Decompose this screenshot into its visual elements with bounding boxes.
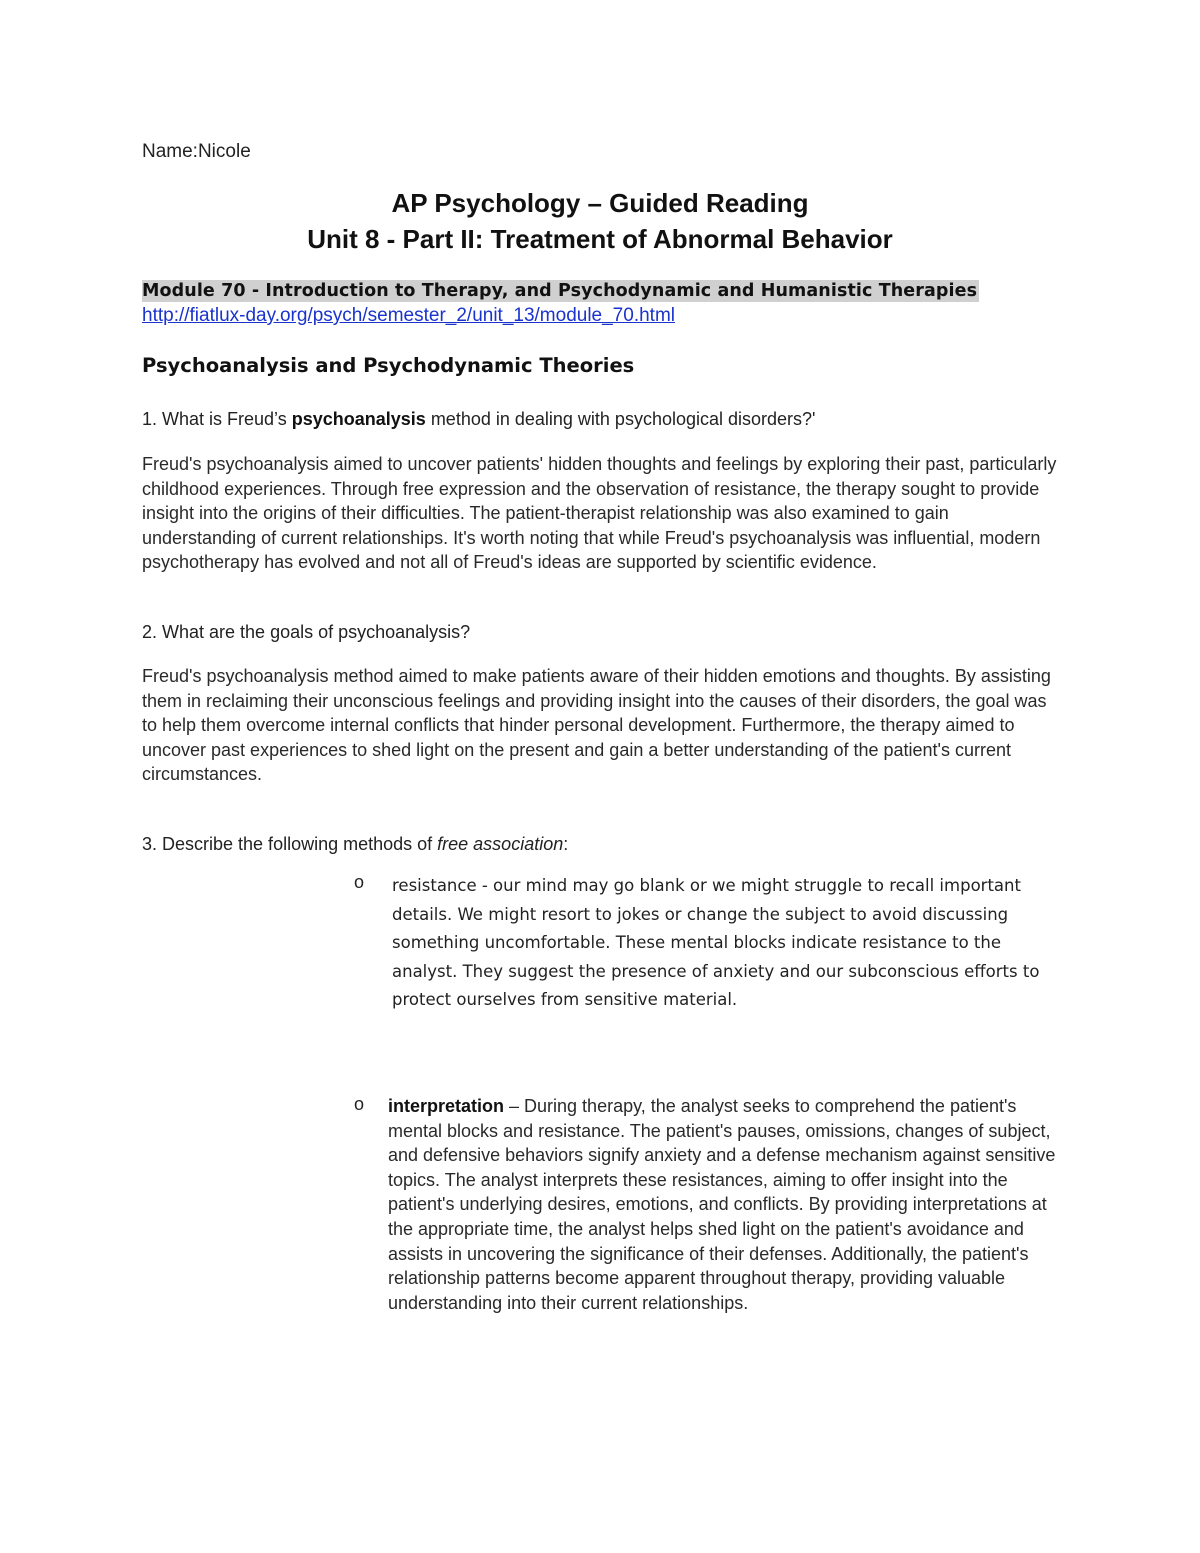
question-1-suffix: method in dealing with psychological disorders?' [425, 409, 816, 429]
document-title [0, 185, 1200, 257]
section-heading: Psychoanalysis and Psychodynamic Theories [142, 354, 635, 377]
answer-2 [142, 664, 1062, 787]
bullet-circle-icon: o [354, 1094, 365, 1114]
title-line-1: AP Psychology – Guided Reading [391, 188, 809, 218]
answer-1 [142, 452, 1062, 575]
question-3-suffix: : [563, 834, 569, 854]
question-1-bold-term: psychoanalysis [291, 409, 426, 429]
question-1 [142, 407, 1062, 432]
module-heading: Module 70 - Introduction to Therapy, and Psychodynamic and Humanistic Therapies [142, 281, 978, 301]
bullet-circle-icon: o [354, 872, 365, 892]
question-3-prefix: 3. Describe the following methods of [142, 834, 438, 854]
bullet-interpretation-term: interpretation [388, 1096, 505, 1116]
question-1-prefix: 1. What is Freud’s [142, 409, 292, 429]
answer-1-text: Freud's psychoanalysis aimed to uncover patients' hidden thoughts and feelings by exploring their past, particularly childhood experiences. Through free expression and the observation of resistance, the therapy sought to provide insight into the origins of their difficulties. The patient-therapist relationship was also examined to gain understanding of current relationships. It's worth noting that while Freud's psychoanalysis was influential, modern psychotherapy has evolved and not all of Freud's ideas are supported by scientific evidence. [142, 454, 1057, 573]
bullet-interpretation-body: – During therapy, the analyst seeks to comprehend the patient's mental blocks and resistance. The patient's pauses, omissions, changes of subject, and defensive behaviors signify anxiety and a defense mechanism against sensitive topics. The analyst interprets these resistances, aiming to offer insight into the patient's underlying desires, emotions, and conflicts. By providing interpretations at the appropriate time, the analyst helps shed light on the patient's avoidance and assists in uncovering the significance of their defenses. Additionally, the patient's relationship patterns become apparent throughout therapy, providing valuable understanding into their current relationships. [388, 1096, 1056, 1313]
question-3 [142, 832, 1062, 857]
module-header [142, 280, 1062, 327]
question-3-italic-term: free association [437, 834, 564, 854]
student-name: Name:Nicole [142, 141, 251, 162]
question-2: 2. What are the goals of psychoanalysis? [142, 622, 471, 642]
bullet-interpretation-text [388, 1094, 1068, 1315]
module-link[interactable]: http://fiatlux-day.org/psych/semester_2/unit_13/module_70.html [142, 305, 675, 326]
title-line-2: Unit 8 - Part II: Treatment of Abnormal Behavior [307, 224, 893, 254]
bullet-resistance-text: resistance - our mind may go blank or we might struggle to recall important details. We might resort to jokes or change the subject to avoid discussing something uncomfortable. These mental blocks indicate resistance to the analyst. They suggest the presence of anxiety and our subconscious efforts to protect ourselves from sensitive material. [392, 876, 1040, 1009]
answer-2-text: Freud's psychoanalysis method aimed to make patients aware of their hidden emotions and thoughts. By assisting them in reclaiming their unconscious feelings and providing insight into the causes of their disorders, the goal was to help them overcome internal conflicts that hinder personal development. Furthermore, the therapy aimed to uncover past experiences to shed light on the present and gain a better understanding of the patient's current circumstances. [142, 666, 1051, 785]
